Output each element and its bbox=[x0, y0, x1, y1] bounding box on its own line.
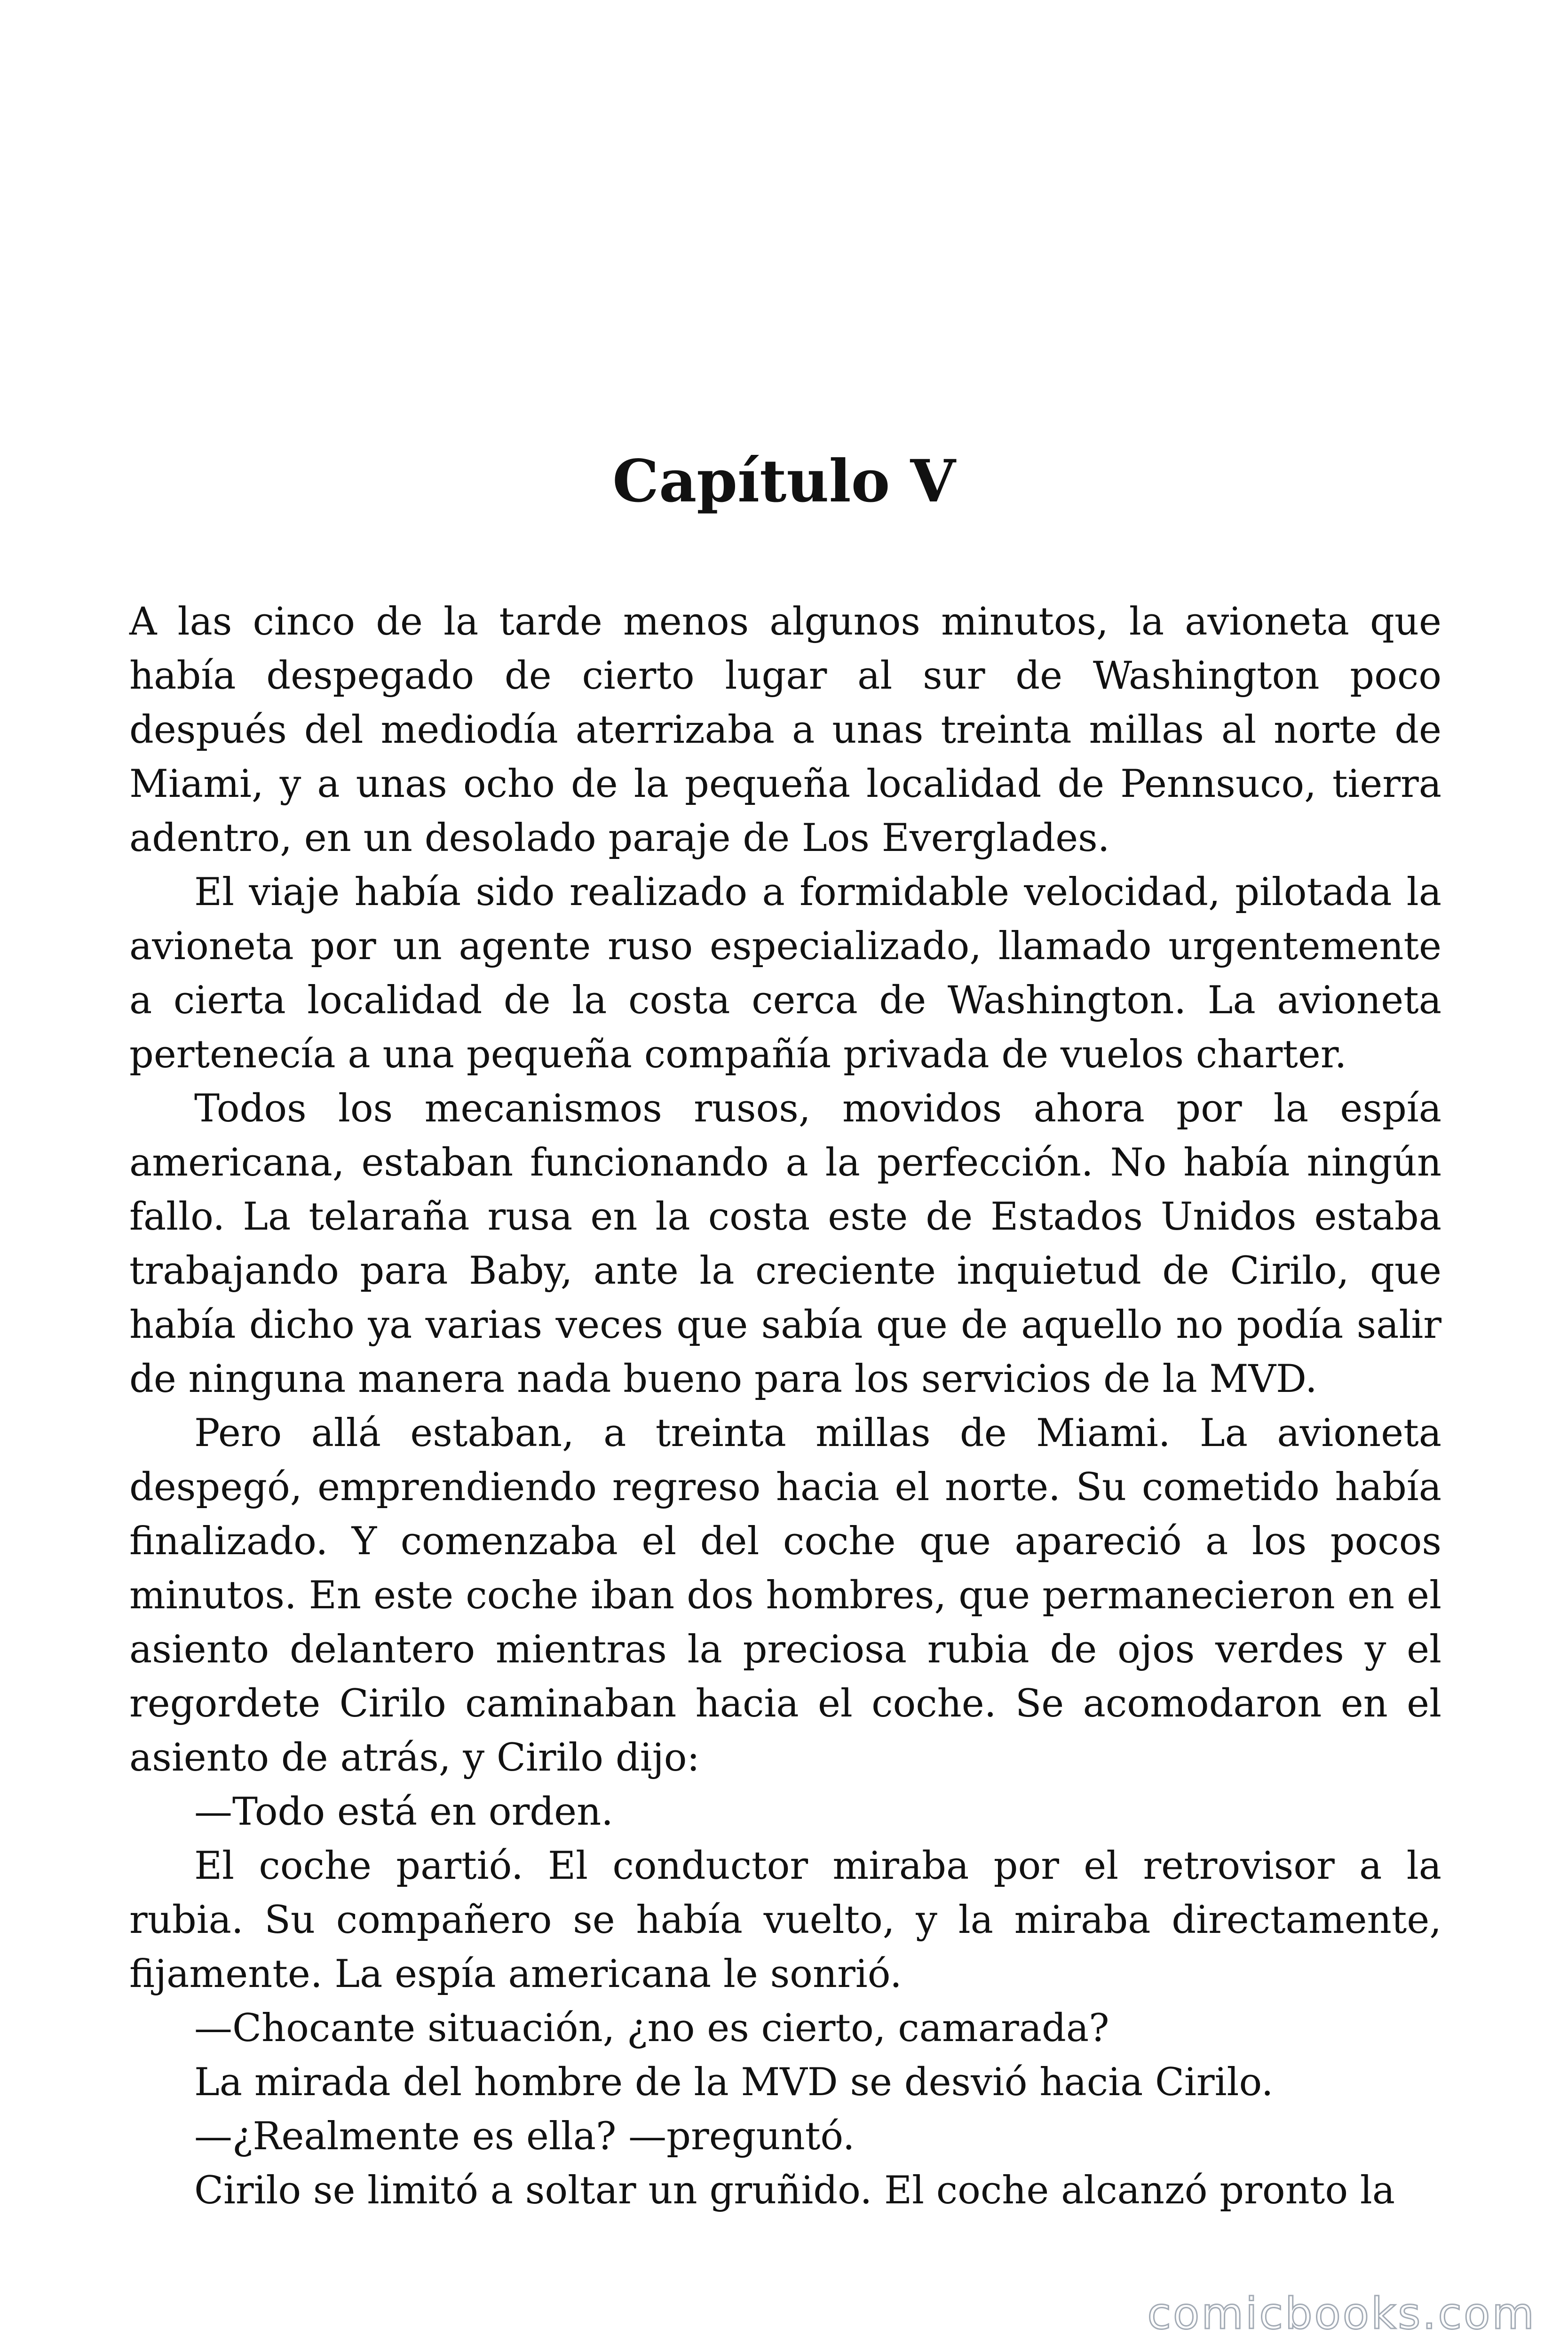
paragraph: La mirada del hombre de la MVD se desvió hacia Cirilo. bbox=[194, 2060, 1274, 2105]
paragraph: Cirilo se limitó a soltar un gruñido. El coche alcanzó pronto la bbox=[194, 2169, 1395, 2213]
dialogue-line: —¿Realmente es ella? —preguntó. bbox=[194, 2114, 855, 2159]
paragraph: A las cinco de la tarde menos algunos minutos, la avioneta que había despegado de cierto lugar al sur de Washington poco después del mediodía aterrizaba a unas treinta millas al norte de Miami, y a unas ocho de la pequeña localidad de Pennsuco, tierra adentro, en un desolado paraje de Los Everglades. bbox=[129, 600, 1441, 860]
paragraph: Pero allá estaban, a treinta millas de Miami. La avioneta despegó, emprendiendo regreso hacia el norte. Su cometido había finalizado. Y comenzaba el del coche que apareció a los pocos minutos. En este coche iban dos hombres, que permanecieron en el asiento delantero mientras la preciosa rubia de ojos verdes y el regordete Cirilo caminaban hacia el coche. Se acomodaron en el asiento de atrás, y Cirilo dijo: bbox=[129, 1411, 1441, 1780]
paragraph: El viaje había sido realizado a formidable velocidad, pilotada la avioneta por un agente ruso especializado, llamado urgentemente a cierta localidad de la costa cerca de Washington. La avioneta pertenecía a una pequeña compañía privada de vuelos charter. bbox=[129, 870, 1441, 1077]
dialogue-line: —Chocante situación, ¿no es cierto, camarada? bbox=[194, 2006, 1109, 2050]
paragraph: Todos los mecanismos rusos, movidos ahora por la espía americana, estaban funcionando a la perfección. No había ningún fallo. La telaraña rusa en la costa este de Estados Unidos estaba trabajando para Baby, ante la creciente inquietud de Cirilo, que había dicho ya varias veces que sabía que de aquello no podía salir de ninguna manera nada bueno para los servicios de la MVD. bbox=[129, 1087, 1441, 1401]
chapter-title: Capítulo V bbox=[612, 447, 956, 516]
dialogue-line: —Todo está en orden. bbox=[194, 1790, 613, 1834]
paragraph: El coche partió. El conductor miraba por el retrovisor a la rubia. Su compañero se había vuelto, y la miraba directamente, fijamente. La espía americana le sonrió. bbox=[129, 1844, 1441, 1996]
watermark-logo: comicbooks.com bbox=[1147, 2288, 1536, 2339]
chapter-body bbox=[129, 595, 1441, 2218]
